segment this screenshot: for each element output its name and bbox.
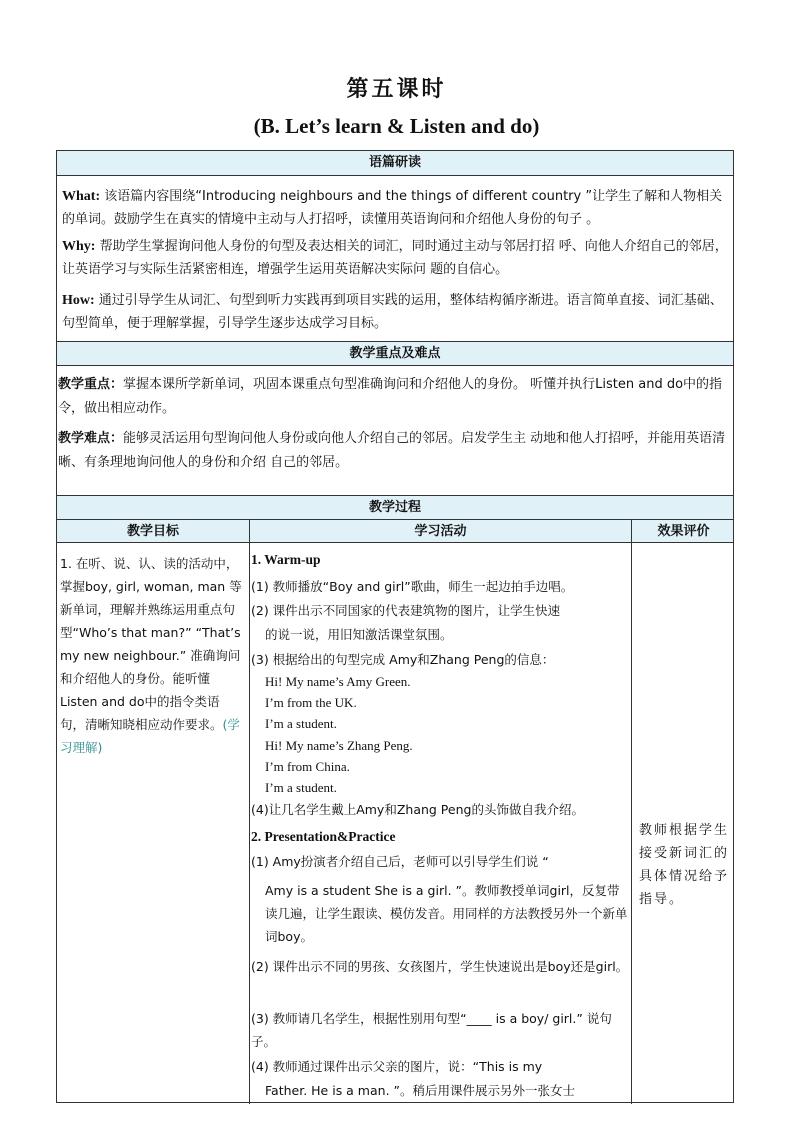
- why-paragraph: [62, 235, 728, 281]
- why-label: Why:: [62, 239, 96, 254]
- column-divider: [249, 520, 250, 1104]
- column-divider: [631, 520, 632, 1104]
- how-paragraph: [62, 289, 728, 335]
- sample-sentence: I’m from China.: [265, 759, 350, 774]
- warmup-step-2: [251, 600, 631, 645]
- difficulty-text: 能够灵活运用句型询问他人身份或向他人介绍自己的邻居。启发学生主 动地和他人打招呼，并能用英语清晰、有条理地询问他人的身份和介绍 自己的邻居。: [58, 431, 726, 470]
- key-point-label: 教学重点：: [58, 377, 124, 392]
- difficulty-label: 教学难点：: [58, 431, 124, 446]
- lesson-title: 第五课时: [346, 77, 447, 102]
- sample-sentence: Hi! My name’s Amy Green.: [265, 674, 411, 689]
- presentation-step-4: [251, 1056, 631, 1101]
- warmup-step-2-line-2: 的说一说，用旧知激活课堂氛围。: [265, 627, 453, 642]
- col-activity-header: 学习活动: [414, 524, 467, 539]
- why-text: 帮助学生掌握询问他人身份的句型及表达相关的词汇，同时通过主动与邻居打招 呼、向他人介绍自己的邻居，让英语学习与实际生活紧密相连，增强学生运用英语解决实际问 题的自信心。: [62, 239, 728, 277]
- text-study-header: 语篇研读: [57, 151, 733, 176]
- warmup-step-3: (3) 根据给出的句型完成 Amy和Zhang Peng的信息：: [251, 652, 555, 667]
- what-paragraph: [62, 185, 728, 231]
- goal-text: 1. 在听、说、认、读的活动中，掌握boy, girl, woman, man 等新单词，理解并熟练运用重点句型“Who’s that man?” “That’s my new neighbour.” 准确询问和介绍他人的身份。能听懂Listen and do中的指令类语句，清晰知晓相应动作要求。: [60, 556, 242, 732]
- presentation-step-1: [251, 851, 631, 948]
- presentation-step-1-rest: Amy is a student She is a girl. ”。教师教授单词girl，反复带读几遍，让学生跟读、模仿发音。用同样的方法教授另外一个新单词boy。: [265, 883, 628, 944]
- key-points-header: 教学重点及难点: [57, 341, 733, 366]
- presentation-step-3: (3) 教师请几名学生，根据性别用句型“____ is a boy/ girl.” 说句子。: [251, 1011, 612, 1049]
- lesson-plan-table: [56, 150, 734, 1103]
- col-eval-header: 效果评价: [657, 524, 710, 539]
- sample-sentence: I’m a student.: [265, 716, 337, 731]
- how-text: 通过引导学生从词汇、句型到听力实践再到项目实践的运用，整体结构循序渐进。语言简单直接、词汇基础、句型简单，便于理解掌握，引导学生逐步达成学习目标。: [62, 293, 723, 331]
- lesson-subtitle: (B. Let’s learn & Listen and do): [253, 114, 540, 138]
- presentation-step-4-line-2: Father. He is a man. ”。稍后用课件展示另外一张女士: [265, 1083, 575, 1098]
- key-point-paragraph: [58, 373, 730, 421]
- goal-tag: (学习理解): [60, 717, 240, 755]
- presentation-step-1-line-1: (1) Amy扮演者介绍自己后，老师可以引导学生们说 “: [251, 854, 549, 869]
- warmup-step-4: (4)让几名学生戴上Amy和Zhang Peng的头饰做自我介绍。: [251, 802, 584, 817]
- warmup-title: 1. Warm-up: [251, 552, 321, 567]
- process-header: 教学过程: [57, 495, 733, 520]
- col-goal-header: 教学目标: [126, 524, 179, 539]
- what-label: What:: [62, 189, 101, 204]
- evaluation-cell: 教师根据学生接受新词汇的具体情况给予指导。: [639, 823, 730, 907]
- sample-sentence: I’m from the UK.: [265, 695, 357, 710]
- warmup-step-1: (1) 教师播放“Boy and girl”歌曲，师生一起边拍手边唱。: [251, 579, 574, 594]
- warmup-step-2-line-1: (2) 课件出示不同国家的代表建筑物的图片，让学生快速: [251, 603, 561, 618]
- sample-sentence: I’m a student.: [265, 780, 337, 795]
- presentation-step-2: (2) 课件出示不同的男孩、女孩图片，学生快速说出是boy还是girl。: [251, 959, 629, 974]
- how-label: How:: [62, 293, 95, 308]
- presentation-step-4-line-1: (4) 教师通过课件出示父亲的图片，说：“This is my: [251, 1059, 543, 1074]
- sample-sentence: Hi! My name’s Zhang Peng.: [265, 738, 413, 753]
- what-text: 该语篇内容围绕“Introducing neighbours and the things of different country ”让学生了解和人物相关的单词。鼓励学生在真实的情境中主动与人打招呼，读懂用英语询问和介绍他人身份的句子 。: [62, 189, 723, 227]
- teaching-goal-cell: [60, 552, 244, 759]
- presentation-title: 2. Presentation&Practice: [251, 829, 396, 844]
- key-point-text: 掌握本课所学新单词，巩固本课重点句型准确询问和介绍他人的身份。 听懂并执行Listen and do中的指令，做出相应动作。: [58, 377, 723, 416]
- difficulty-paragraph: [58, 427, 730, 475]
